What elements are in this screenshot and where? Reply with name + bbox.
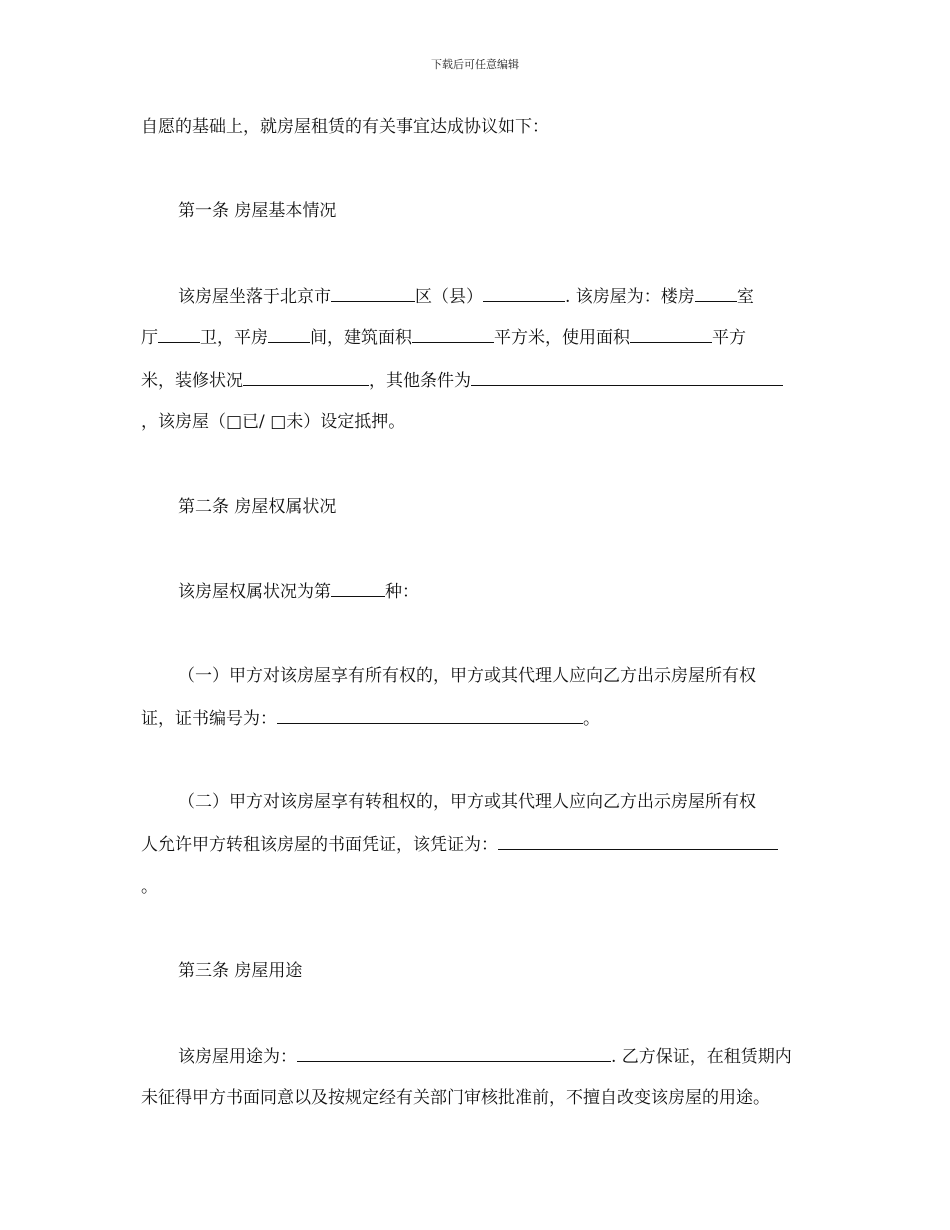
blank-decoration[interactable] — [243, 369, 369, 386]
blank-building-area[interactable] — [412, 326, 494, 343]
text-segment: 人允许甲方转租该房屋的书面凭证，该凭证为： — [141, 835, 498, 855]
text-segment: 证，证书编号为： — [141, 709, 277, 729]
article-1-line-2 — [141, 326, 746, 349]
article-3-line-1 — [178, 1045, 792, 1068]
blank-district[interactable] — [331, 285, 415, 302]
blank-halls[interactable] — [158, 326, 200, 343]
article-2-item-1-line-2 — [141, 707, 600, 730]
article-2-item-2-line-1: （二）甲方对该房屋享有转租权的，甲方或其代理人应向乙方出示房屋所有权 — [178, 792, 756, 812]
text-segment: 。 — [583, 709, 600, 729]
blank-sublease-certificate[interactable] — [498, 833, 778, 850]
text-segment: 平方 — [712, 328, 746, 348]
article-2-title: 第二条 房屋权属状况 — [178, 497, 337, 517]
article-1-line-1 — [178, 285, 754, 308]
article-2-item-2-line-2 — [141, 833, 778, 856]
article-3-title: 第三条 房屋用途 — [178, 961, 303, 981]
article-2-para-1 — [178, 580, 419, 603]
text-segment: 区（县） — [415, 287, 483, 307]
intro-line: 自愿的基础上，就房屋租赁的有关事宜达成协议如下： — [141, 117, 549, 137]
blank-house-use[interactable] — [297, 1045, 611, 1062]
text-segment: 平方米，使用面积 — [494, 328, 630, 348]
text-segment: 该房屋坐落于北京市 — [178, 287, 331, 307]
blank-ownership-type[interactable] — [331, 580, 385, 597]
blank-bungalow-rooms[interactable] — [268, 326, 310, 343]
text-segment: 种： — [385, 582, 419, 602]
text-segment: 间，建筑面积 — [310, 328, 412, 348]
blank-address[interactable] — [483, 285, 565, 302]
article-2-item-2-line-3: 。 — [141, 877, 158, 897]
article-1-line-4: ，该房屋（□已/ □未）设定抵押。 — [141, 412, 406, 432]
text-segment: 室 — [736, 287, 754, 307]
page-header: 下载后可任意编辑 — [431, 58, 519, 71]
text-segment: . 该房屋为：楼房 — [565, 287, 695, 307]
text-segment: 该房屋权属状况为第 — [178, 582, 331, 602]
text-segment: . 乙方保证，在租赁期内 — [611, 1047, 792, 1067]
article-3-line-2: 未征得甲方书面同意以及按规定经有关部门审核批准前，不擅自改变该房屋的用途。 — [141, 1088, 770, 1108]
blank-rooms[interactable] — [695, 285, 737, 302]
article-1-title: 第一条 房屋基本情况 — [178, 201, 337, 221]
blank-usable-area[interactable] — [630, 326, 712, 343]
text-segment: 该房屋用途为： — [178, 1047, 297, 1067]
blank-other-conditions[interactable] — [471, 369, 783, 386]
text-segment: 厅 — [141, 328, 158, 348]
text-segment: 米，装修状况 — [141, 371, 243, 391]
text-segment: 卫，平房 — [200, 328, 268, 348]
blank-certificate-number[interactable] — [277, 707, 583, 724]
text-segment: ，其他条件为 — [369, 371, 471, 391]
article-1-line-3 — [141, 369, 783, 392]
article-2-item-1-line-1: （一）甲方对该房屋享有所有权的，甲方或其代理人应向乙方出示房屋所有权 — [178, 666, 756, 686]
